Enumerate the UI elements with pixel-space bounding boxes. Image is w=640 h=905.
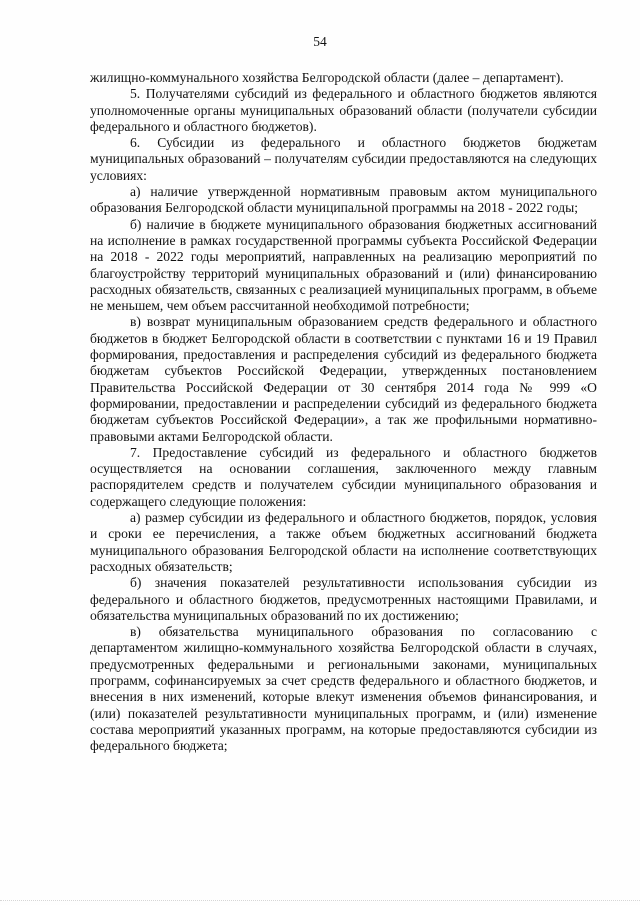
document-body [90, 70, 597, 754]
paragraph-continuation: жилищно-коммунального хозяйства Белгородской области (далее – департамент). [90, 70, 564, 85]
paragraph-item-6v: в) возврат муниципальным образованием средств федерального и областного бюджетов в бюджет Белгородской области в соответствии с пунктами 16 и 19 Правил формирования, предоставления и распределения субсидий из федерального бюджета бюджетам субъектов Российской Федерации, утвержденных постановлением Правительства Российской Федерации от 30 сентября 2014 года № 999 «О формировании, предоставлении и распределении субсидий из федерального бюджета бюджетам субъектов Российской Федерации», а так же профильными нормативно-правовыми актами Белгородской области. [90, 314, 597, 444]
paragraph-item-7b: б) значения показателей результативности использования субсидии из федерального и областного бюджетов, предусмотренных настоящими Правилами, и обязательства муниципальных образований по их достижению; [90, 575, 597, 623]
paragraph-item-7v: в) обязательства муниципального образования по согласованию с департаментом жилищно-коммунального хозяйства Белгородской области в случаях, предусмотренных федеральными и региональными законами, муниципальных программ, софинансируемых за счет средств федерального и областного бюджетов, и внесения в них изменений, которые влекут изменения объемов финансирования, и (или) показателей результативности муниципальных программ, и (или) изменение состава мероприятий указанных программ, на которые предоставляются субсидии из федерального бюджета; [90, 624, 597, 754]
paragraph-item-5: 5. Получателями субсидий из федерального и областного бюджетов являются уполномоченные органы муниципальных образований области (получатели субсидии федерального и областного бюджетов). [90, 86, 597, 134]
paragraph-item-6: 6. Субсидии из федерального и областного бюджетов бюджетам муниципальных образований – получателям субсидии предоставляются на следующих условиях: [90, 135, 597, 183]
paragraph-item-7: 7. Предоставление субсидий из федерального и областного бюджетов осуществляется на основании соглашения, заключенного между главным распорядителем средств и получателем субсидии муниципального образования и содержащего следующие положения: [90, 444, 597, 509]
paragraph-item-6b: б) наличие в бюджете муниципального образования бюджетных ассигнований на исполнение в рамках государственной программы субъекта Российской Федерации на 2018 - 2022 годы мероприятий, направленных на реализацию мероприятий по благоустройству территорий муниципальных образований и (или) финансированию расходных обязательств, связанных с реализацией муниципальных программ, в объеме не меньшем, чем объем рассчитанной необходимой потребности; [90, 216, 597, 314]
paragraph-item-7a: а) размер субсидии из федерального и областного бюджетов, порядок, условия и сроки ее перечисления, а также объем бюджетных ассигнований бюджета муниципального образования Белгородской области на исполнение соответствующих расходных обязательств; [90, 510, 597, 574]
scan-edge-noise [0, 894, 640, 901]
paragraph-item-6a: а) наличие утвержденной нормативным правовым актом муниципального образования Белгородской области муниципальной программы на 2018 - 2022 годы; [90, 184, 597, 216]
page-number: 54 [313, 34, 327, 49]
